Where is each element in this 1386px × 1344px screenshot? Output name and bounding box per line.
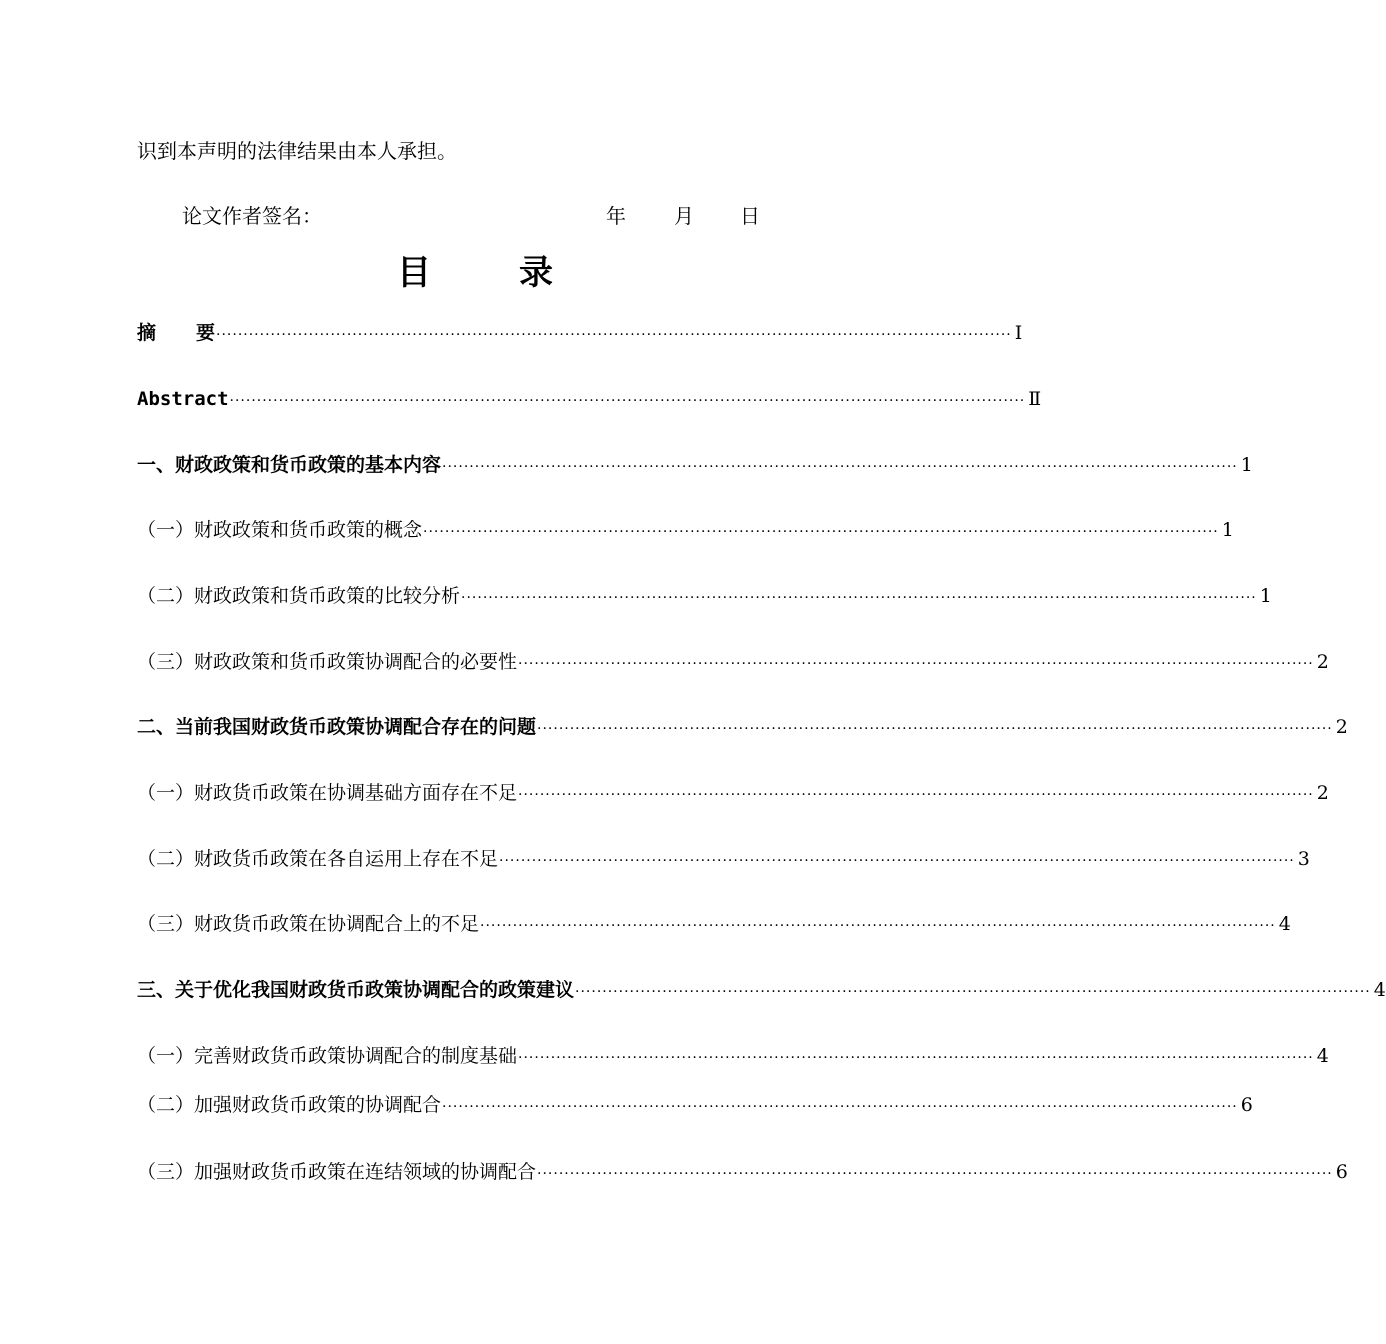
toc-entry-page: 2 [1316,782,1329,804]
toc-title-char-1: 目 [397,253,431,293]
toc-entry-label: （一）财政货币政策在协调基础方面存在不足 [137,782,518,804]
toc-leader-dots: ·················································································································································· [537,1166,1333,1182]
toc-entry-page: 6 [1335,1161,1348,1183]
toc-entry-chapter-1[interactable] [137,450,1253,480]
toc-entry-chapter-3[interactable] [137,975,1386,1005]
toc-entry-2-2[interactable] [137,844,1310,874]
toc-entry-page: 1 [1240,454,1253,476]
toc-leader-dots: ·················································································································································· [537,721,1333,737]
toc-entry-1-3[interactable] [137,647,1329,677]
toc-entry-label: 三、关于优化我国财政货币政策协调配合的政策建议 [137,979,575,1001]
toc-entry-page: 2 [1335,716,1348,738]
toc-entry-label: 二、当前我国财政货币政策协调配合存在的问题 [137,716,537,738]
toc-entry-page: Ⅰ [1014,322,1023,344]
signature-label: 论文作者签名： [182,204,322,228]
toc-leader-dots: ·················································································································································· [518,656,1314,672]
toc-entry-label: （三）财政政策和货币政策协调配合的必要性 [137,651,518,673]
toc-entry-3-1[interactable] [137,1041,1329,1071]
toc-entry-page: 6 [1240,1094,1253,1116]
toc-leader-dots: ·················································································································································· [480,918,1276,934]
toc-entry-label: 摘 要 [137,322,216,344]
toc-entry-3-3[interactable] [137,1157,1348,1187]
toc-entry-page: 4 [1373,979,1386,1001]
toc-entry-label: （二）财政政策和货币政策的比较分析 [137,585,461,607]
toc-leader-dots: ·················································································································································· [442,459,1238,475]
toc-entry-label: （二）加强财政货币政策的协调配合 [137,1094,442,1116]
toc-title-char-2: 录 [519,253,553,293]
toc-leader-dots: ·················································································································································· [423,524,1219,540]
declaration-text: 识到本声明的法律结果由本人承担。 [137,139,457,163]
toc-entry-3-2[interactable] [137,1090,1253,1120]
toc-entry-1-1[interactable] [137,515,1234,545]
toc-entry-page: 1 [1259,585,1272,607]
toc-entry-label: （三）加强财政货币政策在连结领域的协调配合 [137,1161,537,1183]
toc-entry-page: 2 [1316,651,1329,673]
day-label: 日 [740,204,760,228]
toc-leader-dots: ·················································································································································· [499,853,1295,869]
toc-leader-dots: ·················································································································································· [518,787,1314,803]
toc-leader-dots: ·················································································································································· [229,393,1026,409]
toc-entry-1-2[interactable] [137,581,1272,611]
toc-entry-2-3[interactable] [137,909,1291,939]
toc-entry-label: （一）财政政策和货币政策的概念 [137,519,423,541]
toc-leader-dots: ·················································································································································· [461,590,1257,606]
toc-entry-abstract-cn[interactable] [137,318,1023,348]
toc-entry-label: 一、财政政策和货币政策的基本内容 [137,454,442,476]
year-label: 年 [606,204,626,228]
toc-leader-dots: ·················································································································································· [518,1050,1314,1066]
toc-entry-page: 4 [1316,1045,1329,1067]
toc-entry-page: Ⅱ [1028,388,1042,410]
toc-entry-label: （二）财政货币政策在各自运用上存在不足 [137,848,499,870]
toc-entry-abstract-en[interactable] [137,384,1042,414]
toc-entry-label: （三）财政货币政策在协调配合上的不足 [137,913,480,935]
toc-entry-chapter-2[interactable] [137,712,1348,742]
toc-entry-page: 4 [1278,913,1291,935]
toc-leader-dots: ·················································································································································· [442,1099,1238,1115]
toc-leader-dots: ·················································································································································· [216,327,1012,343]
toc-entry-page: 1 [1221,519,1234,541]
toc-entry-2-1[interactable] [137,778,1329,808]
toc-entry-page: 3 [1297,848,1310,870]
toc-entry-label: （一）完善财政货币政策协调配合的制度基础 [137,1045,518,1067]
month-label: 月 [674,204,694,228]
toc-leader-dots: ·················································································································································· [575,984,1371,1000]
toc-entry-label: Abstract [137,388,229,410]
